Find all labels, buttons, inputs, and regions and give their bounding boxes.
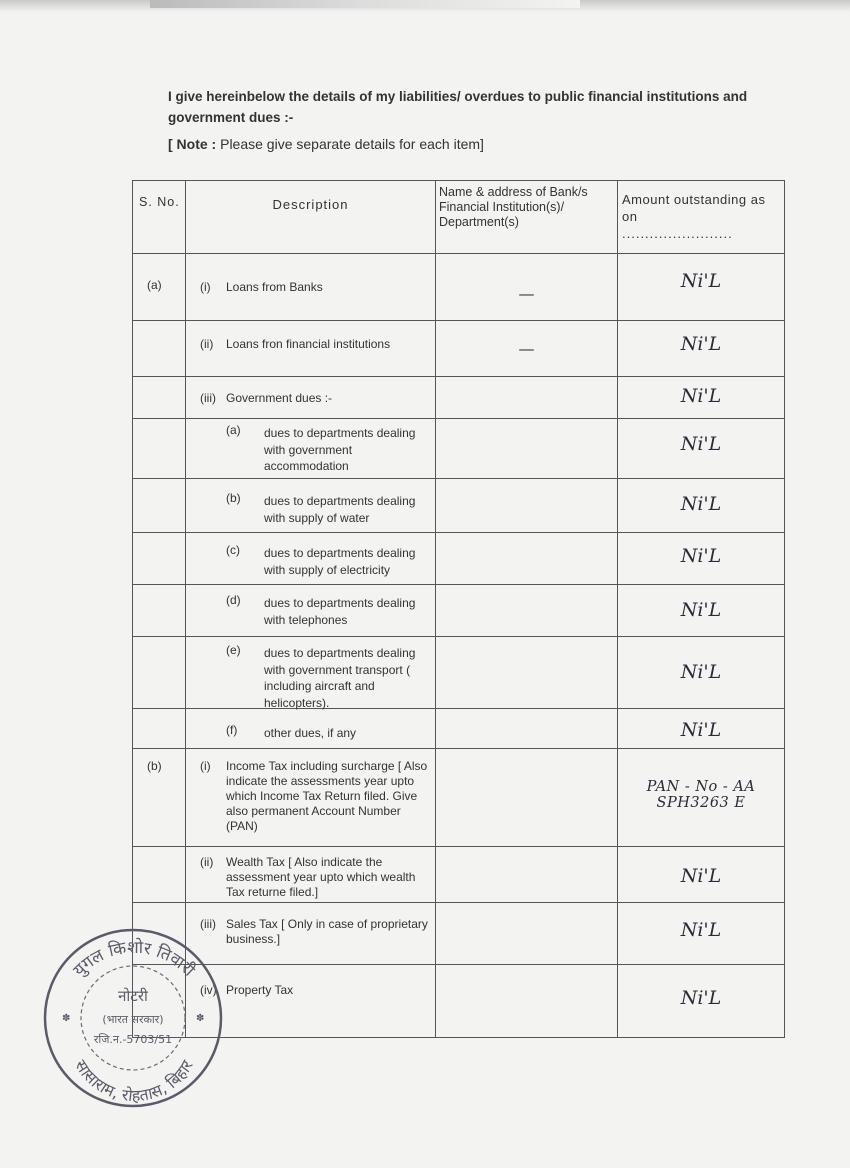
row-amount [618,585,785,637]
row-description [186,479,436,533]
amount-handwritten: Ni'L [680,493,722,515]
row-text: dues to departments dealing with government accommodation [264,426,416,473]
table-row [133,637,785,709]
row-num: (iii) [200,391,216,405]
row-description [186,533,436,585]
row-num: (ii) [200,337,214,351]
row-num: (i) [200,759,211,773]
row-amount [618,254,785,321]
pan-handwritten: PAN - No - AA SPH3263 E [646,779,756,811]
header-amount [618,181,785,254]
table-row [133,533,785,585]
row-sno [133,585,186,637]
liabilities-table [132,180,785,1038]
row-description [186,377,436,419]
row-description [186,254,436,321]
row-num: (d) [226,593,241,607]
notary-stamp [40,925,226,1111]
row-num: (iii) [200,917,216,931]
stamp-title: नोटरी [118,987,148,1005]
amount-handwritten: Ni'L [680,599,722,621]
stamp-reg: रजि.न.-5703/51 [93,1033,173,1046]
header-amount-label: Amount outstanding as on [622,192,766,224]
amount-handwritten: Ni'L [680,719,722,741]
row-num: (e) [226,643,241,657]
row-bank [436,377,618,419]
row-num: (b) [226,491,241,505]
row-sno [133,533,186,585]
row-bank [436,965,618,1038]
row-num: (f) [226,723,238,737]
row-bank [436,533,618,585]
amount-handwritten: Ni'L [680,919,722,941]
page-heading: I give hereinbelow the details of my liabilities/ overdues to public financial institutions and government dues :- [168,89,748,125]
table-row [133,377,785,419]
row-amount [618,479,785,533]
row-text: Loans fron financial institutions [226,337,391,351]
row-amount [618,709,785,749]
row-sno [133,419,186,479]
row-num: (i) [200,280,211,294]
row-sno [133,479,186,533]
row-sno [133,637,186,709]
row-bank [436,847,618,903]
row-amount [618,419,785,479]
row-num: (iv) [200,983,217,997]
table-row [133,903,785,965]
row-bank [436,709,618,749]
row-description [186,637,436,709]
row-bank [436,903,618,965]
row-text: dues to departments dealing with supply of electricity [264,546,416,577]
row-description [186,847,436,903]
row-num: (c) [226,543,240,557]
row-sno [133,377,186,419]
row-bank [436,419,618,479]
row-text: dues to departments dealing with government transport ( including aircraft and helicopters). [264,646,416,710]
row-sno: (a) [133,254,186,321]
note-text: Please give separate details for each item] [220,136,484,152]
row-sno [133,709,186,749]
table-header-row [133,181,785,254]
row-bank: — [436,254,618,321]
table-row [133,749,785,847]
row-sno [133,321,186,377]
row-text: dues to departments dealing with telephones [264,596,416,627]
table-row [133,585,785,637]
row-text: Property Tax [226,983,294,997]
table-row [133,254,785,321]
stamp-star-icon: ✽ [62,1013,71,1024]
row-num: (a) [226,423,241,437]
note-line [168,136,484,152]
row-text: Wealth Tax [ Also indicate the assessment year upto which wealth Tax returne filed.] [226,855,416,899]
amount-handwritten: Ni'L [680,987,722,1009]
row-description [186,585,436,637]
row-amount [618,847,785,903]
row-amount [618,533,785,585]
table-row [133,321,785,377]
row-description [186,709,436,749]
row-text: Sales Tax [ Only in case of proprietary business.] [226,917,428,946]
header-sno: S. No. [133,181,186,254]
row-text: Government dues :- [226,391,333,405]
row-sno [133,847,186,903]
row-amount [618,377,785,419]
header-amount-dots: ........................ [622,226,733,241]
amount-handwritten: Ni'L [680,433,722,455]
row-text: dues to departments dealing with supply of water [264,494,416,525]
row-text: Loans from Banks [226,280,323,294]
amount-handwritten: Ni'L [680,385,722,407]
row-description [186,321,436,377]
row-bank: — [436,321,618,377]
row-description [186,749,436,847]
table-row [133,965,785,1038]
stamp-subtitle: (भारत सरकार) [102,1013,164,1026]
row-bank [436,637,618,709]
amount-handwritten: Ni'L [680,545,722,567]
row-bank [436,749,618,847]
row-num: (ii) [200,855,214,869]
row-amount [618,903,785,965]
table-row [133,847,785,903]
amount-handwritten: Ni'L [680,865,722,887]
header-description: Description [186,181,436,254]
row-bank [436,585,618,637]
row-text: other dues, if any [264,726,357,740]
row-amount [618,965,785,1038]
amount-handwritten: Ni'L [680,333,722,355]
row-amount [618,321,785,377]
table-row [133,419,785,479]
row-amount [618,637,785,709]
row-bank [436,479,618,533]
row-sno: (b) [133,749,186,847]
header-name-address: Name & address of Bank/s Financial Institution(s)/ Department(s) [436,181,618,254]
table-row [133,709,785,749]
scan-shadow [150,0,580,8]
amount-handwritten: Ni'L [680,270,722,292]
note-label: [ Note : [168,136,217,152]
row-amount [618,749,785,847]
amount-handwritten: Ni'L [680,661,722,683]
stamp-outer-bottom-text: सासाराम, रोहतास, बिहार [71,1056,197,1106]
row-text: Income Tax including surcharge [ Also indicate the assessments year upto which Income Tax Return filed. Give also permanent Account Number (PAN) [226,759,428,833]
stamp-star-icon: ✽ [196,1013,205,1024]
row-description [186,419,436,479]
stamp-outer-top-text: युगल किशोर तिवारी [69,937,199,981]
table-row [133,479,785,533]
